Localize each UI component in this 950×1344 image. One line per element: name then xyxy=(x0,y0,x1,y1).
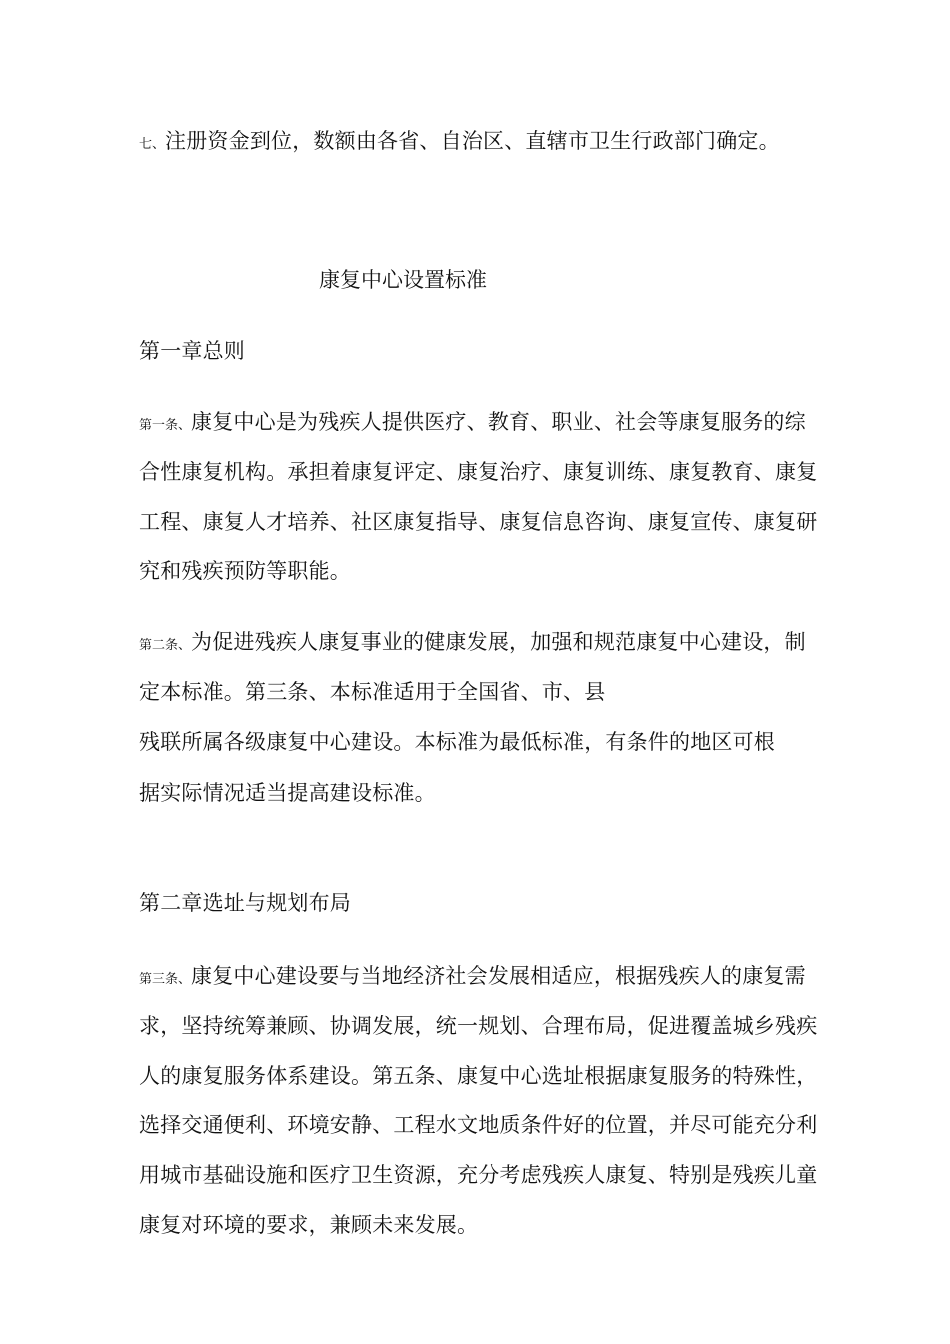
article-1-line-3: 工程、康复人才培养、社区康复指导、康复信息咨询、康复宣传、康复研 xyxy=(139,510,818,534)
article-2-text-1: 为促进残疾人康复事业的健康发展，加强和规范康复中心建设，制 xyxy=(191,630,806,654)
article-2-label: 第二条、 xyxy=(139,638,192,653)
article-1-line-4: 究和残疾预防等职能。 xyxy=(139,559,351,583)
article-2-line-4: 据实际情况适当提高建设标准。 xyxy=(139,781,436,805)
article-3-line-4: 选择交通便利、环境安静、工程水文地质条件好的位置，并尽可能充分利 xyxy=(139,1113,818,1137)
article-1-text-1: 康复中心是为残疾人提供医疗、教育、职业、社会等康复服务的综 xyxy=(191,410,806,434)
article-1-line-1 xyxy=(139,408,806,440)
article-3-line-5: 用城市基础设施和医疗卫生资源，充分考虑残疾人康复、特别是残疾儿童 xyxy=(139,1163,818,1187)
article-3-line-6: 康复对环境的要求，兼顾未来发展。 xyxy=(139,1213,479,1237)
item-7 xyxy=(139,127,780,159)
item-7-number: 七、 xyxy=(139,137,166,152)
article-1-label: 第一条、 xyxy=(139,418,192,433)
chapter-2-heading: 第二章选址与规划布局 xyxy=(139,891,351,915)
article-3-label: 第三条、 xyxy=(139,972,192,987)
article-1-line-2: 合性康复机构。承担着康复评定、康复治疗、康复训练、康复教育、康复 xyxy=(139,460,818,484)
article-3-line-1 xyxy=(139,962,806,994)
article-3-text-1: 康复中心建设要与当地经济社会发展相适应，根据残疾人的康复需 xyxy=(191,964,806,988)
article-3-line-2: 求，坚持统筹兼顾、协调发展，统一规划、合理布局，促进覆盖城乡残疾 xyxy=(139,1014,818,1038)
item-7-text: 注册资金到位，数额由各省、自治区、直辖市卫生行政部门确定。 xyxy=(165,129,780,153)
document-title: 康复中心设置标准 xyxy=(319,268,487,292)
article-2-line-1 xyxy=(139,628,806,660)
article-2-line-2: 定本标准。第三条、本标准适用于全国省、市、县 xyxy=(139,680,606,704)
article-2-line-3: 残联所属各级康复中心建设。本标准为最低标准，有条件的地区可根 xyxy=(139,730,775,754)
article-3-line-3: 人的康复服务体系建设。第五条、康复中心选址根据康复服务的特殊性， xyxy=(139,1064,818,1088)
chapter-1-heading: 第一章总则 xyxy=(139,339,245,363)
